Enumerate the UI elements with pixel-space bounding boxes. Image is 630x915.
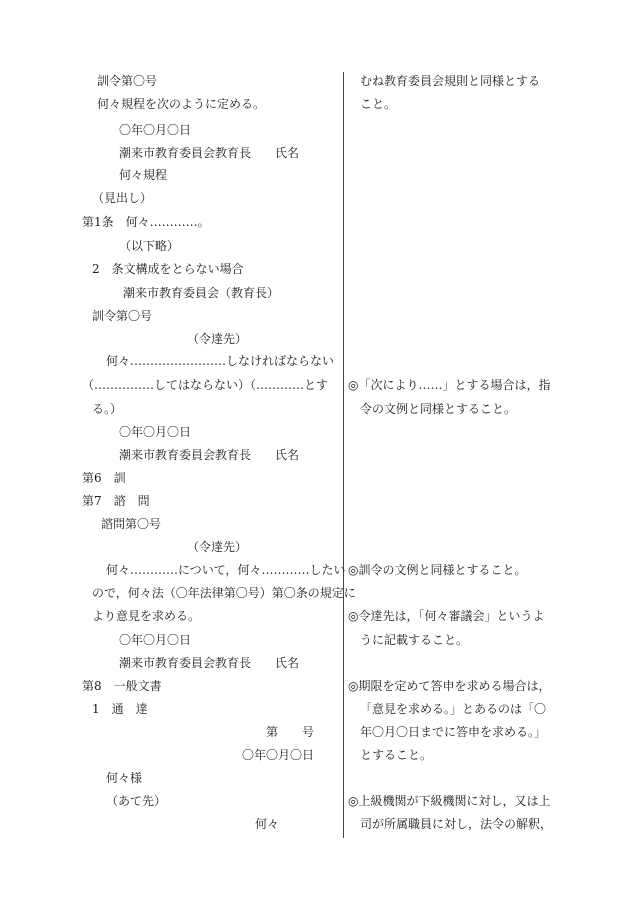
- column-divider: [343, 72, 344, 838]
- text-line: 何々規程: [119, 168, 168, 182]
- text-line: 〇年〇月〇日: [119, 633, 192, 647]
- text-line: 訓令第〇号: [92, 309, 153, 323]
- text-line: 潮来市教育委員会教育長 氏名: [119, 146, 300, 160]
- text-line: 1 通 達: [92, 702, 148, 716]
- text-line: 潮来市教育委員会教育長 氏名: [119, 656, 300, 670]
- text-line: 何々様: [106, 771, 143, 785]
- text-line: （……………してはならない）（…………とす: [82, 378, 329, 392]
- text-line: 何々規程を次のように定める。: [97, 97, 266, 111]
- text-line: （見出し）: [92, 191, 153, 205]
- text-line: 〇年〇月〇日: [119, 425, 192, 439]
- text-line: 第 号: [266, 725, 315, 739]
- note-line: とすること。: [360, 748, 433, 762]
- note-line: ◎令達先は，「何々審議会」というよ: [348, 609, 545, 623]
- text-line: （令達先）: [187, 540, 248, 554]
- note-line: ◎期限を定めて答申を求める場合は，: [348, 679, 551, 693]
- text-line: ので，何々法（〇年法律第〇号）第〇条の規定に: [92, 586, 356, 600]
- note-line: 年〇月〇日までに答申を求める。」: [360, 725, 547, 739]
- note-line: むね教育委員会規則と同様とする: [360, 74, 541, 88]
- text-line: 訓令第〇号: [97, 74, 158, 88]
- text-line: 諮問第〇号: [101, 517, 162, 531]
- note-line: ◎上級機関が下級機関に対し，又は上: [348, 794, 551, 808]
- note-line: ◎訓令の文例と同様とすること。: [348, 563, 527, 577]
- note-line: 「意見を求める。」とあるのは「〇: [360, 702, 547, 716]
- text-line: 2 条文構成をとらない場合: [92, 262, 244, 276]
- note-line: 司が所属職員に対し，法令の解釈，: [360, 817, 553, 831]
- note-line: こと。: [360, 97, 397, 111]
- text-line: 第1条 何々…………。: [82, 215, 210, 229]
- note-line: 令の文例と同様とすること。: [360, 402, 517, 416]
- text-line: 何々: [255, 817, 280, 831]
- note-line: ◎「次により……」とする場合は，指: [348, 378, 551, 392]
- text-line: （以下略）: [119, 239, 180, 253]
- text-line: 何々……………………しなければならない: [106, 354, 335, 368]
- text-line: 〇年〇月〇日: [119, 123, 192, 137]
- text-line: 第8 一般文書: [82, 679, 162, 693]
- text-line: 第7 諮 問: [82, 494, 150, 508]
- text-line: 第6 訓: [82, 471, 126, 485]
- text-line: 〇年〇月〇日: [242, 748, 315, 762]
- text-line: （あて先）: [106, 794, 167, 808]
- text-line: 潮来市教育委員会（教育長）: [123, 286, 280, 300]
- text-line: 何々…………について，何々…………したい: [106, 563, 346, 577]
- text-line: より意見を求める。: [92, 609, 201, 623]
- text-line: （令達先）: [187, 332, 248, 346]
- text-line: る。）: [92, 402, 123, 416]
- note-line: うに記載すること。: [360, 633, 469, 647]
- text-line: 潮来市教育委員会教育長 氏名: [119, 448, 300, 462]
